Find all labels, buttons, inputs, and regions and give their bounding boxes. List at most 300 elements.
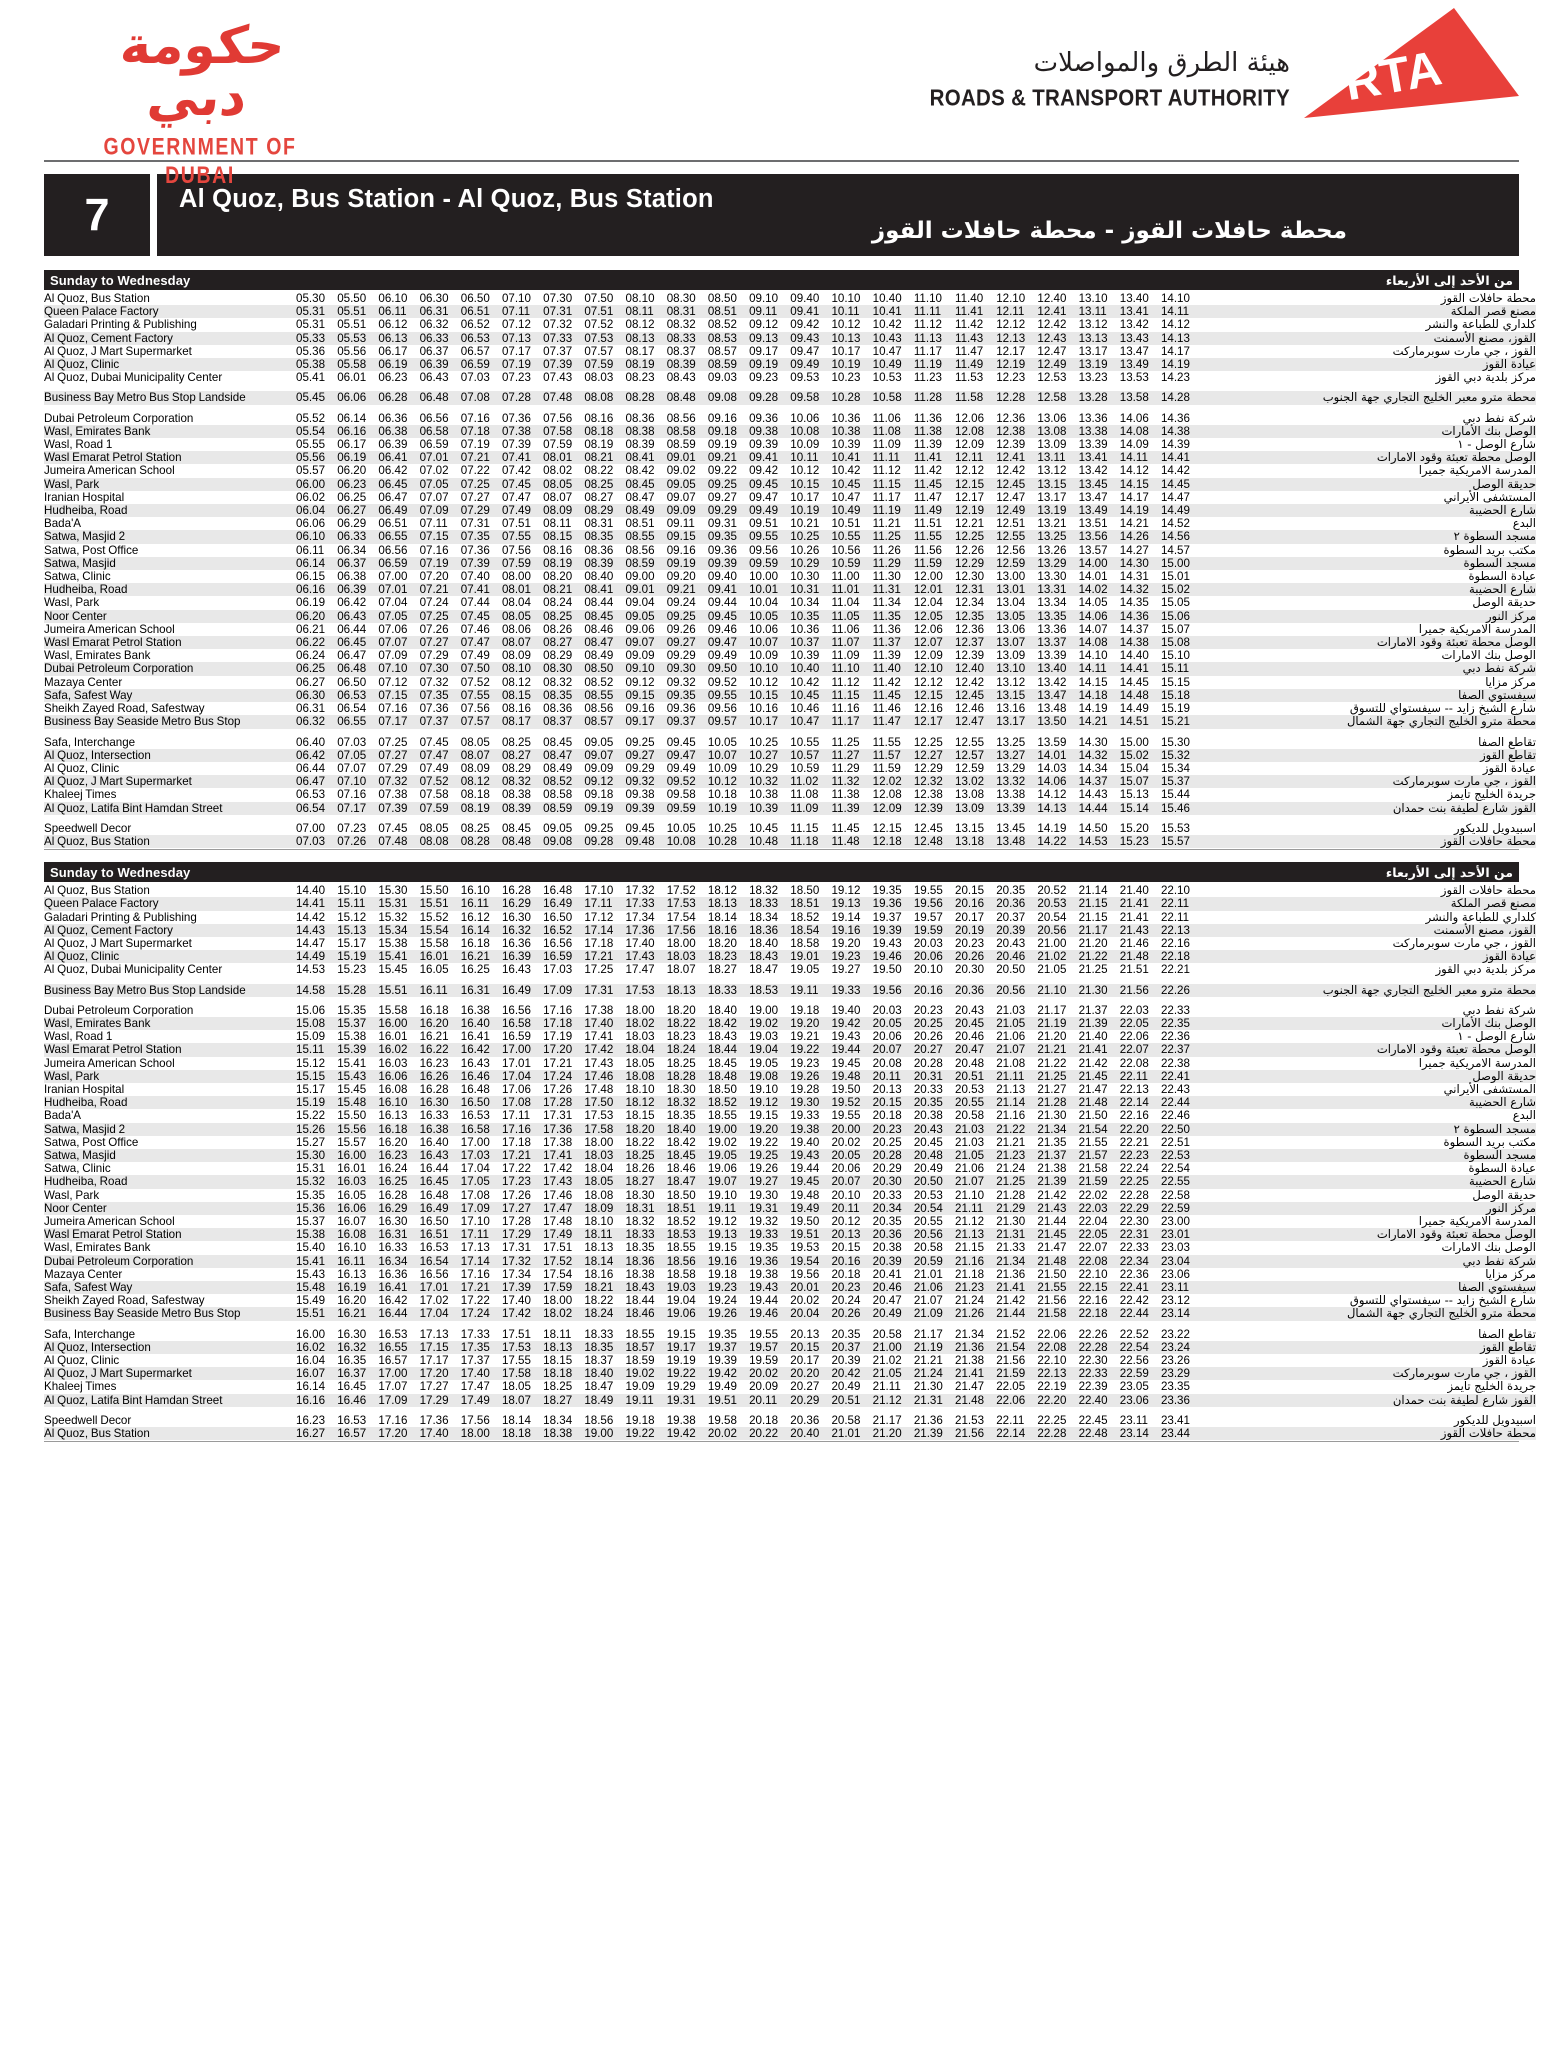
departure-time: 07.19 bbox=[460, 438, 490, 452]
departure-time: 20.15 bbox=[790, 1340, 820, 1354]
departure-time: 16.11 bbox=[419, 983, 448, 997]
rta-logo-icon bbox=[1304, 8, 1519, 126]
departure-time: 21.28 bbox=[996, 1188, 1026, 1202]
departure-time: 15.11 bbox=[296, 1043, 325, 1057]
departure-time: 07.45 bbox=[460, 609, 490, 623]
departure-time: 14.12 bbox=[1037, 788, 1067, 802]
departure-time: 14.13 bbox=[1037, 801, 1067, 815]
departure-time: 22.35 bbox=[1160, 1016, 1190, 1030]
departure-time: 07.07 bbox=[337, 761, 367, 775]
departure-times bbox=[296, 736, 1236, 749]
departure-time: 18.44 bbox=[707, 1043, 737, 1057]
table-row bbox=[44, 1328, 1536, 1341]
departure-time: 06.01 bbox=[337, 371, 367, 385]
departure-time: 17.00 bbox=[460, 1135, 490, 1149]
departure-time: 15.32 bbox=[378, 910, 408, 924]
departure-time: 12.38 bbox=[996, 424, 1026, 438]
departure-time: 16.57 bbox=[378, 1354, 408, 1368]
departure-time: 20.26 bbox=[913, 1030, 943, 1044]
stop-name-english: Al Quoz, Latifa Bint Hamdan Street bbox=[44, 1394, 296, 1407]
departure-time: 13.15 bbox=[996, 688, 1026, 702]
departure-time: 13.36 bbox=[1037, 622, 1067, 636]
stop-name-english: Khaleej Times bbox=[44, 788, 296, 801]
departure-time: 17.51 bbox=[543, 1241, 573, 1255]
departure-time: 17.18 bbox=[584, 936, 614, 950]
departure-time: 15.45 bbox=[337, 1082, 367, 1096]
departure-time: 12.02 bbox=[872, 775, 902, 789]
departure-time: 21.24 bbox=[913, 1367, 943, 1381]
departure-time: 18.18 bbox=[501, 1427, 531, 1441]
departure-time: 22.18 bbox=[1160, 950, 1190, 964]
departure-time: 12.01 bbox=[913, 583, 943, 597]
departure-times bbox=[296, 937, 1236, 950]
departure-time: 20.48 bbox=[955, 1056, 985, 1070]
departure-time: 19.58 bbox=[707, 1413, 737, 1427]
departure-time: 16.49 bbox=[543, 897, 573, 911]
departure-time: 06.55 bbox=[337, 715, 367, 729]
departure-time: 08.18 bbox=[460, 788, 490, 802]
departure-time: 17.58 bbox=[584, 1122, 614, 1136]
band-label-english-1: Sunday to Wednesday bbox=[50, 272, 191, 288]
departure-time: 07.37 bbox=[419, 715, 449, 729]
departure-time: 11.45 bbox=[831, 821, 860, 835]
departure-time: 21.00 bbox=[872, 1340, 902, 1354]
departure-time: 19.11 bbox=[707, 1201, 737, 1215]
departure-time: 17.14 bbox=[460, 1254, 490, 1268]
departure-time: 21.31 bbox=[913, 1393, 943, 1407]
departure-time: 08.53 bbox=[707, 331, 737, 345]
departure-time: 13.35 bbox=[1037, 609, 1067, 623]
departure-time: 20.02 bbox=[749, 1367, 779, 1381]
departure-time: 09.55 bbox=[749, 530, 779, 544]
departure-time: 13.21 bbox=[1037, 517, 1067, 531]
svg-text:RTA: RTA bbox=[1340, 41, 1446, 112]
departure-time: 06.02 bbox=[296, 490, 326, 504]
departure-time: 12.45 bbox=[913, 821, 943, 835]
departure-time: 22.43 bbox=[1160, 1082, 1190, 1096]
departure-time: 07.31 bbox=[543, 305, 573, 319]
departure-time: 19.43 bbox=[790, 1148, 820, 1162]
row-spacer bbox=[44, 977, 1536, 984]
departure-time: 16.30 bbox=[378, 1215, 408, 1228]
departure-time: 09.09 bbox=[625, 649, 655, 663]
departure-time: 19.13 bbox=[707, 1228, 737, 1242]
departure-time: 11.04 bbox=[831, 596, 860, 610]
departure-time: 09.23 bbox=[749, 371, 779, 385]
departure-time: 22.07 bbox=[1078, 1241, 1108, 1255]
stop-name-arabic: محطة مترو معبر الخليج التجاري جهة الجنوب bbox=[1236, 391, 1536, 404]
departure-time: 08.18 bbox=[584, 424, 614, 438]
stop-name-english: Al Quoz, Clinic bbox=[44, 762, 296, 775]
departure-time: 20.15 bbox=[872, 1096, 902, 1110]
departure-time: 16.13 bbox=[337, 1267, 367, 1281]
departure-time: 10.19 bbox=[707, 801, 737, 815]
departure-time: 13.40 bbox=[1037, 662, 1067, 676]
departure-time: 22.38 bbox=[1160, 1056, 1190, 1070]
departure-time: 18.12 bbox=[707, 884, 737, 898]
departure-time: 08.09 bbox=[460, 761, 490, 775]
row-spacer bbox=[44, 1321, 1536, 1328]
departure-time: 09.18 bbox=[707, 424, 737, 438]
departure-time: 20.49 bbox=[831, 1380, 861, 1394]
stop-name-english: Iranian Hospital bbox=[44, 491, 296, 504]
row-spacer-cell bbox=[44, 1407, 1536, 1414]
departure-time: 15.38 bbox=[378, 936, 408, 950]
table-row bbox=[44, 1136, 1536, 1149]
departure-time: 07.35 bbox=[460, 530, 490, 544]
departure-time: 15.31 bbox=[378, 897, 408, 911]
departure-time: 17.59 bbox=[543, 1281, 573, 1295]
stop-name-english: Wasl, Park bbox=[44, 478, 296, 491]
departure-time: 10.19 bbox=[790, 504, 820, 518]
stop-name-english: Noor Center bbox=[44, 610, 296, 623]
departure-time: 16.58 bbox=[460, 1122, 490, 1136]
departure-time: 22.23 bbox=[1119, 1148, 1149, 1162]
departure-time: 17.40 bbox=[584, 1016, 614, 1030]
stop-name-arabic: مركز النور bbox=[1236, 610, 1536, 623]
departure-time: 17.46 bbox=[543, 1188, 573, 1202]
departure-time: 09.43 bbox=[790, 331, 820, 345]
rta-arabic-name: هيئة الطرق والمواصلات bbox=[1033, 47, 1290, 78]
departure-time: 16.05 bbox=[419, 963, 449, 977]
table-row bbox=[44, 596, 1536, 609]
stop-name-arabic: شارع الحضيبة bbox=[1236, 504, 1536, 517]
departure-time: 14.30 bbox=[1078, 735, 1108, 749]
departure-time: 23.04 bbox=[1160, 1254, 1190, 1268]
departure-time: 10.46 bbox=[790, 702, 820, 716]
stop-name-english: Wasl Emarat Petrol Station bbox=[44, 1228, 296, 1241]
departure-time: 19.05 bbox=[749, 1056, 779, 1070]
departure-time: 17.42 bbox=[543, 1162, 573, 1176]
stop-name-arabic: المدرسة الامريكية جميرا bbox=[1236, 464, 1536, 477]
departure-time: 15.37 bbox=[1160, 775, 1190, 789]
departure-time: 12.19 bbox=[996, 358, 1026, 372]
departure-time: 12.42 bbox=[1037, 318, 1067, 332]
departure-time: 21.22 bbox=[996, 1122, 1026, 1136]
departure-time: 18.52 bbox=[666, 1215, 696, 1228]
departure-time: 15.49 bbox=[296, 1294, 326, 1308]
departure-time: 14.13 bbox=[1160, 331, 1190, 345]
departure-time: 17.14 bbox=[584, 923, 614, 937]
departure-time: 23.35 bbox=[1160, 1380, 1190, 1394]
departure-time: 06.06 bbox=[337, 391, 367, 405]
departure-time: 12.39 bbox=[955, 649, 985, 663]
departure-time: 13.49 bbox=[1119, 358, 1149, 372]
departure-time: 19.29 bbox=[666, 1380, 696, 1394]
departure-time: 08.07 bbox=[460, 748, 490, 762]
departure-time: 06.31 bbox=[419, 305, 449, 319]
departure-time: 11.47 bbox=[872, 715, 901, 729]
departure-time: 07.55 bbox=[501, 530, 531, 544]
departure-time: 07.00 bbox=[296, 821, 326, 835]
departure-time: 21.43 bbox=[1037, 1201, 1067, 1215]
table-row bbox=[44, 1341, 1536, 1354]
departure-times bbox=[296, 788, 1236, 801]
departure-time: 07.12 bbox=[378, 675, 408, 689]
departure-time: 07.47 bbox=[419, 748, 449, 762]
departure-time: 07.26 bbox=[337, 834, 367, 848]
stop-name-arabic: القوز ، جي مارت سوبرماركت bbox=[1236, 775, 1536, 788]
departure-time: 19.38 bbox=[790, 1122, 820, 1136]
departure-time: 22.55 bbox=[1160, 1175, 1190, 1189]
table-row bbox=[44, 318, 1536, 331]
departure-time: 08.57 bbox=[707, 344, 737, 358]
departure-time: 16.55 bbox=[378, 1340, 408, 1354]
departure-time: 21.14 bbox=[996, 1096, 1026, 1110]
departure-time: 09.40 bbox=[790, 292, 820, 305]
departure-time: 17.21 bbox=[460, 1281, 490, 1295]
departure-time: 18.33 bbox=[749, 897, 779, 911]
table-row bbox=[44, 438, 1536, 451]
departure-time: 05.54 bbox=[296, 424, 326, 438]
departure-time: 19.38 bbox=[749, 1267, 779, 1281]
departure-time: 07.29 bbox=[419, 649, 449, 663]
departure-time: 16.51 bbox=[419, 1228, 449, 1242]
departure-time: 20.15 bbox=[831, 1241, 861, 1255]
departure-time: 20.30 bbox=[872, 1175, 902, 1189]
departure-time: 06.23 bbox=[378, 371, 408, 385]
stop-name-arabic: محطة مترو معبر الخليج التجاري جهة الجنوب bbox=[1236, 984, 1536, 997]
departure-time: 16.32 bbox=[501, 923, 531, 937]
departure-times bbox=[296, 570, 1236, 583]
departure-time: 19.48 bbox=[831, 1069, 861, 1083]
departure-time: 22.14 bbox=[996, 1427, 1026, 1441]
departure-time: 21.30 bbox=[913, 1380, 943, 1394]
departure-time: 07.31 bbox=[460, 517, 490, 531]
departure-time: 13.49 bbox=[1078, 504, 1108, 518]
departure-time: 19.18 bbox=[707, 1267, 737, 1281]
departure-time: 10.16 bbox=[749, 702, 779, 716]
departure-time: 08.10 bbox=[501, 662, 531, 676]
departure-time: 06.32 bbox=[296, 715, 326, 729]
departure-time: 08.58 bbox=[543, 788, 573, 802]
departure-time: 06.42 bbox=[378, 464, 408, 478]
departure-time: 14.45 bbox=[1160, 477, 1190, 491]
stop-name-arabic: عيادة السطوة bbox=[1236, 570, 1536, 583]
departure-time: 08.07 bbox=[543, 490, 573, 504]
departure-time: 16.12 bbox=[460, 910, 490, 924]
stop-name-english: Hudheiba, Road bbox=[44, 1175, 296, 1188]
departure-time: 13.11 bbox=[1078, 305, 1107, 319]
departure-time: 17.54 bbox=[666, 910, 696, 924]
departure-time: 17.34 bbox=[625, 910, 655, 924]
departure-time: 20.29 bbox=[872, 1162, 902, 1176]
departure-time: 12.17 bbox=[955, 490, 985, 504]
stop-name-arabic: شارع الوصل - ١ bbox=[1236, 438, 1536, 451]
departure-times bbox=[296, 822, 1236, 835]
departure-time: 17.10 bbox=[460, 1215, 490, 1228]
departure-times bbox=[296, 318, 1236, 331]
departure-time: 16.31 bbox=[460, 983, 490, 997]
departure-time: 06.51 bbox=[378, 517, 408, 531]
departure-time: 20.47 bbox=[872, 1294, 902, 1308]
departure-time: 18.46 bbox=[666, 1162, 696, 1176]
departure-time: 21.02 bbox=[1037, 950, 1067, 964]
departure-time: 21.36 bbox=[913, 1413, 943, 1427]
departure-times bbox=[296, 1281, 1236, 1294]
departure-time: 19.22 bbox=[749, 1135, 779, 1149]
departure-time: 13.57 bbox=[1078, 543, 1108, 557]
departure-time: 16.27 bbox=[296, 1427, 326, 1441]
departure-time: 13.06 bbox=[996, 622, 1026, 636]
departure-time: 21.56 bbox=[996, 1354, 1026, 1368]
departure-time: 20.19 bbox=[955, 923, 985, 937]
stop-name-arabic: مسجد السطوة ٢ bbox=[1236, 530, 1536, 543]
departure-time: 07.10 bbox=[378, 662, 408, 676]
departure-time: 11.09 bbox=[831, 649, 860, 663]
departure-time: 07.06 bbox=[378, 622, 408, 636]
rta-branding bbox=[930, 8, 1519, 126]
departure-time: 20.53 bbox=[1037, 897, 1067, 911]
departure-time: 10.19 bbox=[831, 358, 861, 372]
departure-time: 19.01 bbox=[790, 950, 820, 964]
stop-name-english: Queen Palace Factory bbox=[44, 305, 296, 318]
departure-time: 15.11 bbox=[1160, 662, 1190, 676]
stop-name-english: Al Quoz, Dubai Municipality Center bbox=[44, 963, 296, 976]
stop-name-english: Al Quoz, Clinic bbox=[44, 358, 296, 371]
departure-time: 11.06 bbox=[831, 622, 860, 636]
departure-time: 20.36 bbox=[790, 1413, 820, 1427]
departure-time: 21.10 bbox=[955, 1188, 985, 1202]
departure-time: 12.15 bbox=[913, 688, 943, 702]
departure-time: 23.03 bbox=[1160, 1241, 1190, 1255]
departure-time: 19.37 bbox=[707, 1340, 737, 1354]
departure-time: 09.45 bbox=[749, 477, 779, 491]
departure-time: 09.55 bbox=[707, 688, 737, 702]
departure-time: 19.35 bbox=[707, 1327, 737, 1341]
departure-time: 21.15 bbox=[1078, 897, 1108, 911]
departure-time: 12.59 bbox=[996, 556, 1026, 570]
departure-time: 08.49 bbox=[543, 761, 573, 775]
departure-time: 18.20 bbox=[707, 936, 737, 950]
departure-time: 16.48 bbox=[419, 1188, 449, 1202]
departure-time: 20.59 bbox=[913, 1254, 943, 1268]
departure-time: 20.33 bbox=[913, 1082, 943, 1096]
departure-time: 21.05 bbox=[996, 1016, 1026, 1030]
departure-time: 22.11 bbox=[1160, 897, 1190, 911]
departure-time: 09.10 bbox=[625, 662, 655, 676]
departure-time: 09.58 bbox=[666, 788, 696, 802]
departure-times bbox=[296, 425, 1236, 438]
departure-time: 11.36 bbox=[913, 411, 942, 425]
departure-time: 07.15 bbox=[419, 530, 449, 544]
departure-time: 14.41 bbox=[1160, 451, 1190, 465]
departure-time: 23.00 bbox=[1160, 1215, 1190, 1228]
departure-time: 14.21 bbox=[1119, 517, 1149, 531]
departure-time: 22.08 bbox=[1119, 1056, 1149, 1070]
departure-time: 20.37 bbox=[996, 910, 1026, 924]
departure-time: 18.20 bbox=[666, 1003, 696, 1017]
departure-time: 19.10 bbox=[749, 1082, 779, 1096]
departure-time: 20.29 bbox=[790, 1393, 820, 1407]
departure-time: 15.58 bbox=[378, 1003, 408, 1017]
departure-time: 12.10 bbox=[996, 292, 1026, 305]
departure-time: 18.22 bbox=[584, 1294, 614, 1308]
departure-time: 07.16 bbox=[337, 788, 367, 802]
stop-name-arabic: حديقة الوصل bbox=[1236, 1070, 1536, 1083]
departure-time: 19.00 bbox=[584, 1427, 614, 1441]
departure-time: 16.03 bbox=[337, 1175, 367, 1189]
departure-time: 13.09 bbox=[1037, 438, 1067, 452]
departure-time: 13.10 bbox=[996, 662, 1026, 676]
departure-time: 08.58 bbox=[666, 424, 696, 438]
departure-time: 09.59 bbox=[666, 801, 696, 815]
departure-time: 15.37 bbox=[337, 1016, 367, 1030]
departure-time: 11.47 bbox=[913, 490, 942, 504]
table-row bbox=[44, 1189, 1536, 1202]
departure-time: 20.27 bbox=[790, 1380, 820, 1394]
departure-time: 06.53 bbox=[296, 788, 326, 802]
departure-time: 11.23 bbox=[913, 371, 942, 385]
departure-time: 20.35 bbox=[996, 884, 1026, 898]
departure-time: 20.00 bbox=[831, 1122, 861, 1136]
departure-time: 20.41 bbox=[872, 1267, 902, 1281]
departure-time: 18.07 bbox=[666, 963, 696, 977]
departure-time: 22.41 bbox=[1160, 1069, 1190, 1083]
departure-time: 07.37 bbox=[543, 344, 573, 358]
departure-time: 18.14 bbox=[707, 910, 737, 924]
departure-time: 07.59 bbox=[543, 438, 573, 452]
departure-time: 22.48 bbox=[1078, 1427, 1108, 1441]
departure-time: 13.25 bbox=[996, 735, 1026, 749]
departure-time: 21.05 bbox=[1037, 963, 1067, 977]
departure-time: 18.05 bbox=[501, 1380, 531, 1394]
departure-time: 10.01 bbox=[749, 583, 779, 597]
departure-time: 05.52 bbox=[296, 411, 326, 425]
departure-time: 09.00 bbox=[625, 570, 655, 584]
departure-time: 15.28 bbox=[337, 983, 367, 997]
departure-time: 14.23 bbox=[1160, 371, 1190, 385]
departure-time: 21.52 bbox=[996, 1327, 1026, 1341]
departure-time: 16.45 bbox=[337, 1380, 367, 1394]
departure-time: 20.03 bbox=[913, 936, 943, 950]
departure-time: 20.26 bbox=[831, 1307, 861, 1321]
departure-time: 10.55 bbox=[831, 530, 861, 544]
departure-time: 09.19 bbox=[666, 556, 696, 570]
gov-logo-english-text: GOVERNMENT OF DUBAI bbox=[103, 134, 297, 189]
departure-time: 09.39 bbox=[707, 556, 737, 570]
departure-times bbox=[296, 305, 1236, 318]
departure-time: 19.46 bbox=[872, 950, 902, 964]
departure-time: 20.28 bbox=[913, 1056, 943, 1070]
departure-time: 11.26 bbox=[872, 543, 901, 557]
departure-time: 22.05 bbox=[1078, 1228, 1108, 1242]
departure-time: 10.07 bbox=[749, 636, 779, 650]
departure-time: 09.05 bbox=[666, 477, 696, 491]
departure-time: 16.46 bbox=[337, 1393, 367, 1407]
departure-time: 19.31 bbox=[666, 1393, 696, 1407]
stop-name-english: Al Quoz, Bus Station bbox=[44, 1427, 296, 1440]
departure-time: 13.08 bbox=[1037, 424, 1067, 438]
departure-time: 17.18 bbox=[501, 1135, 531, 1149]
departure-time: 16.14 bbox=[460, 923, 490, 937]
departure-time: 22.36 bbox=[1160, 1030, 1190, 1044]
stop-name-arabic: الوصل بنك الامارات bbox=[1236, 1241, 1536, 1254]
departure-time: 10.21 bbox=[790, 517, 820, 531]
departure-time: 20.40 bbox=[790, 1427, 820, 1441]
departure-time: 21.17 bbox=[1078, 923, 1108, 937]
departure-time: 14.41 bbox=[1119, 662, 1149, 676]
departure-time: 19.30 bbox=[749, 1188, 779, 1202]
departure-time: 20.50 bbox=[996, 963, 1026, 977]
departure-time: 15.12 bbox=[337, 910, 367, 924]
departure-time: 08.11 bbox=[543, 517, 572, 531]
departure-time: 20.11 bbox=[749, 1393, 778, 1407]
stop-name-english: Wasl, Emirates Bank bbox=[44, 1241, 296, 1254]
departure-time: 07.50 bbox=[584, 292, 614, 305]
departure-time: 09.56 bbox=[707, 702, 737, 716]
departure-time: 16.28 bbox=[419, 1082, 449, 1096]
